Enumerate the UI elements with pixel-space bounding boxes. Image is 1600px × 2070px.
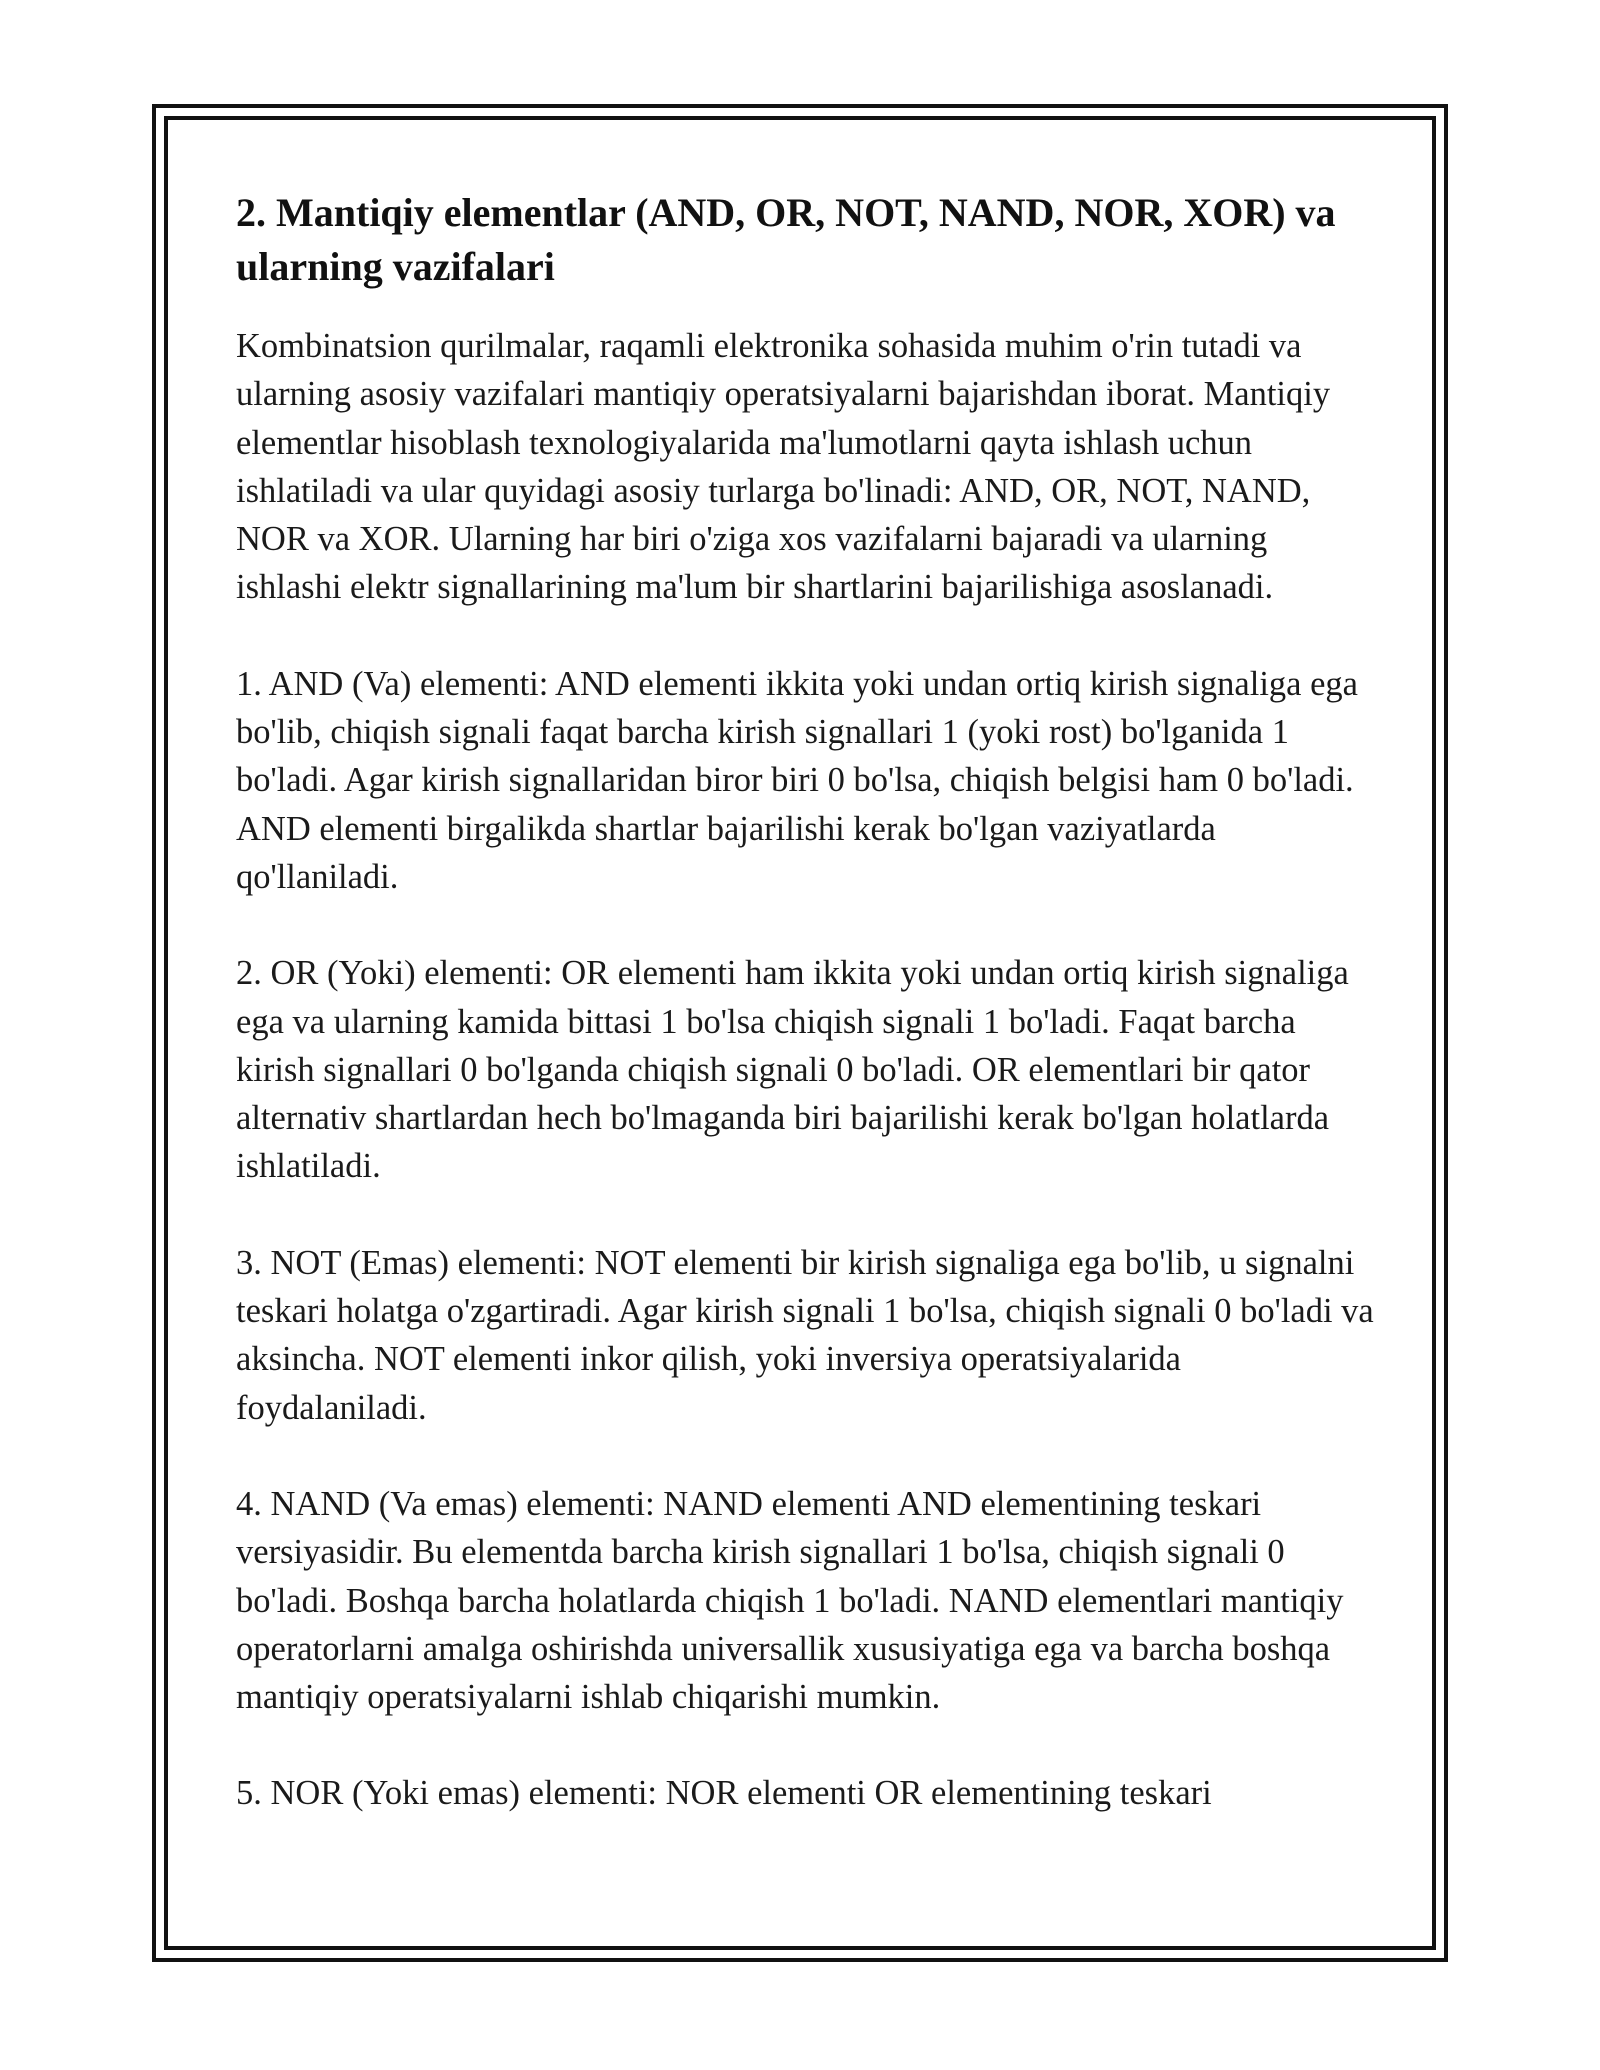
document-body [236, 186, 1376, 1866]
paragraph-and-element: 1. AND (Va) elementi: AND elementi ikkita yoki undan ortiq kirish signaliga ega bo'lib, chiqish signali faqat barcha kirish signallari 1 (yoki rost) bo'lganida 1 bo'ladi. Agar kirish signallaridan biror biri 0 bo'lsa, chiqish belgisi ham 0 bo'ladi. AND elementi birgalikda shartlar bajarilishi kerak bo'lgan vaziyatlarda qo'llaniladi. [236, 664, 1358, 896]
paragraph-nor-element: 5. NOR (Yoki emas) elementi: NOR elementi OR elementining teskari [236, 1774, 1212, 1813]
paragraph-intro: Kombinatsion qurilmalar, raqamli elektronika sohasida muhim o'rin tutadi va ularning asosiy vazifalari mantiqiy operatsiyalarni bajarishdan iborat. Mantiqiy elementlar hisoblash texnologiyalarida ma'lumotlarni qayta ishlash uchun ishlatiladi va ular quyidagi asosiy turlarga bo'linadi: AND, OR, NOT, NAND, NOR va XOR. Ularning har biri o'ziga xos vazifalarni bajaradi va ularning ishlashi elektr signallarining ma'lum bir shartlarini bajarilishiga asoslanadi. [236, 327, 1331, 607]
section-heading: 2. Mantiqiy elementlar (AND, OR, NOT, NAND, NOR, XOR) va ularning vazifalari [236, 190, 1336, 289]
paragraph-nand-element: 4. NAND (Va emas) elementi: NAND elementi AND elementining teskari versiyasidir. Bu elementda barcha kirish signallari 1 bo'lsa, chiqish signali 0 bo'ladi. Boshqa barcha holatlarda chiqish 1 bo'ladi. NAND elementlari mantiqiy operatorlarni amalga oshirishda universallik xususiyatiga ega va barcha boshqa mantiqiy operatsiyalarni ishlab chiqarishi mumkin. [236, 1484, 1344, 1717]
paragraph-not-element: 3. NOT (Emas) elementi: NOT elementi bir kirish signaliga ega bo'lib, u signalni teskari holatga o'zgartiradi. Agar kirish signali 1 bo'lsa, chiqish signali 0 bo'ladi va aksincha. NOT elementi inkor qilish, yoki inversiya operatsiyalarida foydalaniladi. [236, 1243, 1374, 1427]
paragraph-or-element: 2. OR (Yoki) elementi: OR elementi ham ikkita yoki undan ortiq kirish signaliga ega va ularning kamida bittasi 1 bo'lsa chiqish signali 1 bo'ladi. Faqat barcha kirish signallari 0 bo'lganda chiqish signali 0 bo'ladi. OR elementlari bir qator alternativ shartlardan hech bo'lmaganda biri bajarilishi kerak bo'lgan holatlarda ishlatiladi. [236, 954, 1349, 1186]
